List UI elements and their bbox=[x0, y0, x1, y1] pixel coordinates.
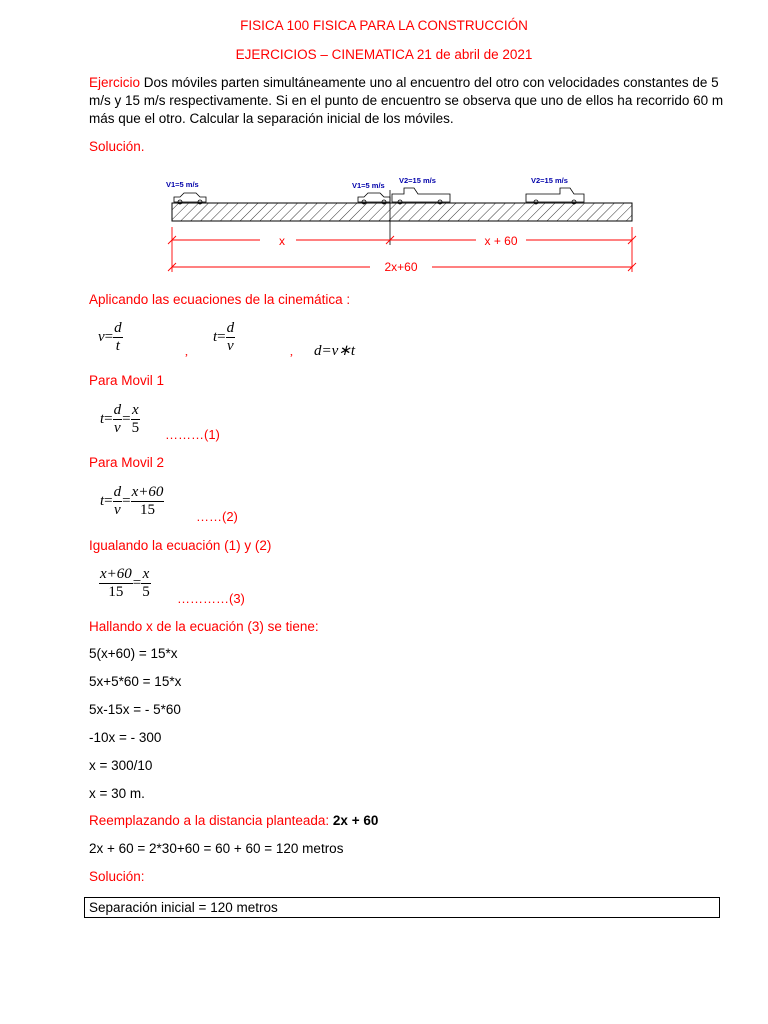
final-solution-heading: Solución: bbox=[89, 869, 145, 884]
replace-label: Reemplazando a la distancia planteada: bbox=[89, 813, 333, 828]
answer-text: Separación inicial = 120 metros bbox=[89, 900, 278, 915]
replace-calculation: 2x + 60 = 2*30+60 = 60 + 60 = 120 metros bbox=[89, 841, 344, 856]
label-v1-meet: V1=5 m/s bbox=[352, 181, 385, 190]
equation-3: $\frac{x+60}{15}$ = $\frac{x}{5}$ bbox=[100, 566, 150, 600]
movil1-heading: Para Movil 1 bbox=[89, 373, 165, 388]
label-v2-start: V2=15 m/s bbox=[531, 176, 568, 185]
problem-statement bbox=[89, 74, 729, 128]
dim-label-x: x bbox=[279, 234, 285, 248]
dim-label-x60: x + 60 bbox=[484, 234, 518, 248]
formula-velocity: v= $\frac{d}{t}$ bbox=[98, 320, 122, 354]
equation-ref-2: ……(2) bbox=[196, 509, 238, 524]
label-v1-start: V1=5 m/s bbox=[166, 180, 199, 189]
truck-icon bbox=[392, 188, 450, 204]
solve-step: x = 300/10 bbox=[89, 758, 153, 773]
document-title: FISICA 100 FISICA PARA LA CONSTRUCCIÓN bbox=[240, 18, 528, 33]
dim-label-total: 2x+60 bbox=[384, 260, 418, 274]
problem-text: Dos móviles parten simultáneamente uno al encuentro del otro con velocidades constantes de 5 m/s y 15 m/s respectivamente. Si en el punto de encuentro se observa que uno de ellos ha recorrido 60 m más que el otro. Calcular la separación inicial de los móviles. bbox=[89, 75, 724, 126]
equation-1: t= $\frac{d}{v}$ = $\frac{x}{5}$ bbox=[100, 402, 140, 436]
label-v2-meet: V2=15 m/s bbox=[399, 176, 436, 185]
equation-ref-1: ………(1) bbox=[165, 427, 220, 442]
answer-box bbox=[84, 897, 720, 918]
formula-time: t= $\frac{d}{v}$ bbox=[213, 320, 235, 354]
solve-step: 5x+5*60 = 15*x bbox=[89, 674, 182, 689]
solution-heading: Solución. bbox=[89, 139, 145, 154]
solve-step: 5x-15x = - 5*60 bbox=[89, 702, 181, 717]
motion-diagram bbox=[160, 172, 650, 277]
equation-ref-3: …………(3) bbox=[177, 591, 245, 606]
equate-heading: Igualando la ecuación (1) y (2) bbox=[89, 538, 272, 553]
document-subtitle: EJERCICIOS – CINEMATICA 21 de abril de 2021 bbox=[235, 47, 533, 62]
car-icon bbox=[174, 193, 206, 204]
formula-distance: d=v∗t bbox=[314, 343, 356, 359]
solve-heading: Hallando x de la ecuación (3) se tiene: bbox=[89, 619, 319, 634]
road bbox=[172, 203, 632, 221]
car-icon bbox=[358, 193, 390, 204]
problem-label: Ejercicio bbox=[89, 75, 141, 90]
solve-step: x = 30 m. bbox=[89, 786, 145, 801]
replace-line bbox=[89, 813, 378, 828]
solve-step: 5(x+60) = 15*x bbox=[89, 646, 178, 661]
equation-2: t= $\frac{d}{v}$ = $\frac{x+60}{15}$ bbox=[100, 484, 164, 518]
replace-expression: 2x + 60 bbox=[332, 813, 379, 828]
movil2-heading: Para Movil 2 bbox=[89, 455, 165, 470]
solve-step: -10x = - 300 bbox=[89, 730, 162, 745]
truck-icon bbox=[526, 188, 584, 204]
equations-heading: Aplicando las ecuaciones de la cinemática : bbox=[89, 292, 351, 307]
comma-separator: , bbox=[185, 344, 188, 358]
comma-separator: , bbox=[290, 344, 293, 358]
